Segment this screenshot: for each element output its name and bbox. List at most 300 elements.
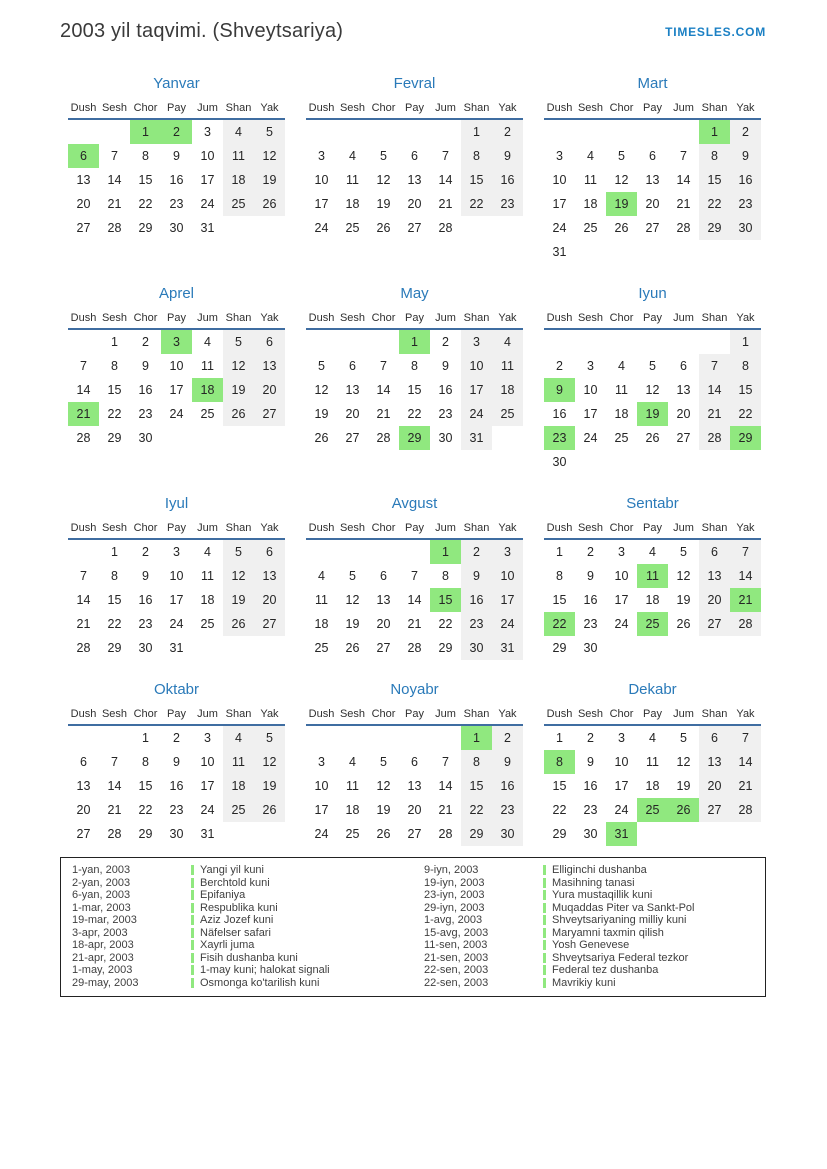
holiday-marker-bar: [191, 953, 194, 963]
legend-entry: [61, 914, 413, 927]
day-cell: 25: [345, 221, 360, 235]
empty-cell: [306, 330, 337, 354]
day-cell: 22: [438, 617, 453, 631]
day-cell: 7: [442, 755, 449, 769]
legend-entry-name: [543, 902, 694, 914]
weekday-label: Pay: [167, 708, 186, 720]
day-cell: 4: [587, 149, 594, 163]
day-cell: 16: [138, 383, 153, 397]
week-row: [306, 636, 523, 660]
day-cell: 3: [587, 359, 594, 373]
week-row: [306, 330, 523, 354]
holiday-marker-bar: [543, 928, 546, 938]
weekday-label: Chor: [371, 708, 396, 720]
week-row: [544, 636, 761, 660]
empty-cell: [68, 540, 99, 564]
legend-entry-name: [191, 964, 330, 976]
site-link[interactable]: TIMESLES.COM: [665, 25, 766, 39]
day-cell: 3: [161, 330, 192, 354]
weekday-label: Dush: [70, 312, 97, 324]
empty-cell: [637, 450, 668, 474]
day-cell: 18: [645, 593, 660, 607]
week-row: [68, 120, 285, 144]
legend-entry-date: 18-apr, 2003: [72, 939, 134, 952]
day-cell: 31: [169, 641, 184, 655]
legend-entry-label: Respublika kuni: [200, 901, 278, 914]
legend-entry-date: 2-yan, 2003: [72, 876, 131, 889]
weekday-label: Yak: [498, 312, 517, 324]
legend-entry-name: [191, 939, 254, 951]
weekday-label: Shan: [225, 312, 252, 324]
day-cell: 15: [430, 588, 461, 612]
weekday-label: Jum: [435, 312, 456, 324]
legend-entry: [61, 902, 413, 915]
month-title: Dekabr: [628, 681, 677, 698]
day-cell: 5: [680, 731, 687, 745]
empty-cell: [606, 450, 637, 474]
day-cell: 4: [223, 120, 254, 144]
weekday-label: Yak: [498, 102, 517, 114]
empty-cell: [699, 330, 730, 354]
day-cell: 10: [614, 569, 629, 583]
week-row: [544, 168, 761, 192]
day-cell: 29: [461, 822, 492, 846]
day-cell: 23: [138, 617, 153, 631]
holiday-marker-bar: [543, 890, 546, 900]
day-cell: 30: [461, 636, 492, 660]
day-cell: 15: [407, 383, 422, 397]
week-row: [306, 192, 523, 216]
month-may: [306, 285, 523, 450]
day-cell: 8: [461, 144, 492, 168]
day-cell: 15: [107, 593, 122, 607]
day-cell: 19: [223, 378, 254, 402]
day-cell: 1: [430, 540, 461, 564]
week-row: [544, 774, 761, 798]
day-cell: 31: [200, 221, 215, 235]
day-cell: 8: [111, 359, 118, 373]
day-cell: 2: [556, 359, 563, 373]
empty-cell: [223, 636, 254, 660]
day-cell: 3: [618, 731, 625, 745]
weekday-label: Jum: [435, 522, 456, 534]
weekday-label: Shan: [463, 522, 490, 534]
day-cell: 13: [254, 564, 285, 588]
weekday-label: Dush: [308, 102, 335, 114]
day-cell: 15: [552, 593, 567, 607]
legend-entry: [413, 864, 765, 877]
legend-entry: [413, 914, 765, 927]
day-cell: 10: [552, 173, 567, 187]
day-cell: 6: [649, 149, 656, 163]
day-cell: 21: [376, 407, 391, 421]
weekday-header-row: [68, 308, 285, 330]
day-cell: 27: [254, 612, 285, 636]
legend-entry: [61, 889, 413, 902]
day-cell: 15: [730, 378, 761, 402]
day-cell: 14: [438, 779, 453, 793]
month-title: Sentabr: [626, 495, 679, 512]
weekday-label: Sesh: [339, 312, 366, 324]
day-cell: 14: [76, 593, 91, 607]
week-row: [306, 798, 523, 822]
day-cell: 16: [492, 168, 523, 192]
day-cell: 17: [169, 593, 184, 607]
day-cell: 23: [492, 798, 523, 822]
empty-cell: [337, 120, 368, 144]
day-cell: 20: [76, 197, 91, 211]
weekday-label: Yak: [498, 522, 517, 534]
day-cell: 5: [223, 540, 254, 564]
legend-entry-label: Mavrikiy kuni: [552, 976, 616, 989]
day-cell: 8: [142, 755, 149, 769]
day-cell: 12: [376, 779, 391, 793]
day-cell: 25: [223, 192, 254, 216]
day-cell: 30: [169, 221, 184, 235]
day-cell: 29: [552, 827, 567, 841]
day-cell: 31: [461, 426, 492, 450]
day-cell: 9: [730, 144, 761, 168]
legend-entry-label: Berchtold kuni: [200, 876, 270, 889]
day-cell: 27: [376, 641, 391, 655]
day-cell: 18: [345, 197, 360, 211]
day-cell: 4: [649, 545, 656, 559]
empty-cell: [730, 240, 761, 264]
day-cell: 1: [142, 731, 149, 745]
day-cell: 8: [442, 569, 449, 583]
day-cell: 8: [142, 149, 149, 163]
day-cell: 30: [730, 216, 761, 240]
holiday-marker-bar: [543, 940, 546, 950]
weekday-label: Shan: [701, 312, 728, 324]
day-cell: 1: [730, 330, 761, 354]
weekday-label: Chor: [371, 522, 396, 534]
day-cell: 7: [80, 569, 87, 583]
day-cell: 28: [730, 612, 761, 636]
weekday-label: Chor: [609, 102, 634, 114]
day-cell: 21: [676, 197, 691, 211]
week-row: [544, 540, 761, 564]
weekday-label: Shan: [225, 522, 252, 534]
day-cell: 15: [461, 168, 492, 192]
day-cell: 26: [314, 431, 329, 445]
day-cell: 30: [438, 431, 453, 445]
week-row: [306, 750, 523, 774]
month-sentabr: [544, 495, 761, 660]
week-row: [68, 168, 285, 192]
day-cell: 15: [699, 168, 730, 192]
week-row: [68, 588, 285, 612]
day-cell: 24: [314, 827, 329, 841]
week-row: [306, 726, 523, 750]
legend-entry: [61, 952, 413, 965]
day-cell: 12: [376, 173, 391, 187]
legend-entry-date: 11-sen, 2003: [424, 939, 488, 952]
day-cell: 29: [552, 641, 567, 655]
legend-entry-date: 1-yan, 2003: [72, 864, 131, 877]
empty-cell: [699, 240, 730, 264]
weekday-label: Sesh: [101, 522, 128, 534]
day-cell: 23: [169, 803, 184, 817]
empty-cell: [668, 636, 699, 660]
legend-column-left: [61, 864, 413, 989]
day-cell: 5: [254, 120, 285, 144]
week-row: [544, 192, 761, 216]
day-cell: 4: [492, 330, 523, 354]
legend-entry-date: 3-apr, 2003: [72, 926, 128, 939]
weekday-label: Dush: [308, 312, 335, 324]
weekday-label: Sesh: [577, 708, 604, 720]
empty-cell: [699, 822, 730, 846]
day-cell: 6: [699, 726, 730, 750]
empty-cell: [668, 120, 699, 144]
day-cell: 6: [411, 755, 418, 769]
holiday-marker-bar: [191, 978, 194, 988]
weekday-label: Pay: [167, 522, 186, 534]
weekday-label: Chor: [609, 708, 634, 720]
holiday-marker-bar: [191, 903, 194, 913]
week-row: [68, 540, 285, 564]
weekday-header-row: [544, 308, 761, 330]
weekday-label: Jum: [197, 312, 218, 324]
day-cell: 30: [583, 827, 598, 841]
day-cell: 8: [111, 569, 118, 583]
day-cell: 17: [200, 779, 215, 793]
week-row: [544, 144, 761, 168]
week-row: [544, 216, 761, 240]
day-cell: 27: [76, 221, 91, 235]
day-cell: 7: [442, 149, 449, 163]
legend-entry-label: Shveytsariyaning milliy kuni: [552, 914, 687, 927]
legend-entry-label: 1-may kuni; halokat signali: [200, 964, 330, 977]
day-cell: 22: [138, 197, 153, 211]
empty-cell: [492, 216, 523, 240]
day-cell: 25: [200, 407, 215, 421]
day-cell: 20: [254, 378, 285, 402]
day-cell: 18: [223, 168, 254, 192]
week-row: [544, 378, 761, 402]
legend-entry: [413, 877, 765, 890]
empty-cell: [399, 120, 430, 144]
day-cell: 8: [461, 750, 492, 774]
empty-cell: [306, 120, 337, 144]
day-cell: 19: [254, 774, 285, 798]
weekday-label: Chor: [133, 312, 158, 324]
weekday-header-row: [68, 518, 285, 540]
day-cell: 13: [76, 779, 91, 793]
weekday-label: Yak: [260, 312, 279, 324]
day-cell: 21: [107, 197, 122, 211]
weekday-label: Sesh: [577, 102, 604, 114]
empty-cell: [99, 726, 130, 750]
day-cell: 7: [730, 726, 761, 750]
day-cell: 1: [399, 330, 430, 354]
day-cell: 9: [492, 144, 523, 168]
week-row: [544, 588, 761, 612]
day-cell: 2: [142, 545, 149, 559]
day-cell: 24: [169, 617, 184, 631]
day-cell: 7: [380, 359, 387, 373]
week-row: [68, 354, 285, 378]
day-cell: 27: [676, 431, 691, 445]
day-cell: 14: [730, 564, 761, 588]
day-cell: 27: [345, 431, 360, 445]
weekday-label: Shan: [463, 312, 490, 324]
empty-cell: [254, 426, 285, 450]
day-cell: 9: [587, 755, 594, 769]
day-cell: 3: [492, 540, 523, 564]
empty-cell: [430, 120, 461, 144]
day-cell: 10: [492, 564, 523, 588]
day-cell: 4: [618, 359, 625, 373]
day-cell: 29: [138, 221, 153, 235]
day-cell: 19: [676, 593, 691, 607]
empty-cell: [337, 330, 368, 354]
weekday-label: Shan: [701, 708, 728, 720]
month-title: Iyul: [164, 495, 189, 512]
day-cell: 11: [223, 144, 254, 168]
day-cell: 8: [411, 359, 418, 373]
day-cell: 6: [349, 359, 356, 373]
day-cell: 3: [173, 545, 180, 559]
weekday-label: Jum: [673, 708, 694, 720]
weekday-label: Chor: [371, 312, 396, 324]
day-cell: 18: [345, 803, 360, 817]
weekday-label: Dush: [70, 708, 97, 720]
day-cell: 5: [254, 726, 285, 750]
day-cell: 17: [461, 378, 492, 402]
weekday-label: Yak: [260, 102, 279, 114]
day-cell: 20: [645, 197, 660, 211]
month-title: Fevral: [393, 75, 436, 92]
day-cell: 24: [583, 431, 598, 445]
holiday-marker-bar: [543, 965, 546, 975]
empty-cell: [192, 636, 223, 660]
weekday-label: Pay: [167, 102, 186, 114]
day-cell: 30: [583, 641, 598, 655]
legend-entry: [413, 964, 765, 977]
day-cell: 30: [138, 641, 153, 655]
day-cell: 4: [349, 149, 356, 163]
day-cell: 5: [318, 359, 325, 373]
weekday-label: Yak: [260, 522, 279, 534]
weekday-label: Pay: [405, 708, 424, 720]
day-cell: 25: [345, 827, 360, 841]
day-cell: 22: [544, 612, 575, 636]
legend-entry-date: 1-may, 2003: [72, 964, 133, 977]
day-cell: 9: [173, 149, 180, 163]
day-cell: 28: [676, 221, 691, 235]
legend-entry-name: [191, 877, 270, 889]
day-cell: 17: [492, 588, 523, 612]
day-cell: 15: [138, 779, 153, 793]
day-cell: 1: [461, 120, 492, 144]
week-row: [306, 426, 523, 450]
empty-cell: [668, 330, 699, 354]
weekday-label: Pay: [643, 102, 662, 114]
weekday-label: Jum: [673, 102, 694, 114]
legend-entry-name: [191, 889, 245, 901]
legend-entry-name: [543, 939, 629, 951]
empty-cell: [223, 216, 254, 240]
weekday-label: Shan: [463, 102, 490, 114]
weekday-label: Sesh: [339, 522, 366, 534]
month-dekabr: [544, 681, 761, 846]
week-row: [68, 426, 285, 450]
month-title: May: [400, 285, 429, 302]
day-cell: 6: [254, 330, 285, 354]
weekday-header-row: [68, 98, 285, 120]
empty-cell: [192, 426, 223, 450]
day-cell: 5: [380, 755, 387, 769]
day-cell: 26: [614, 221, 629, 235]
legend-entry-label: Yura mustaqillik kuni: [552, 889, 653, 902]
day-cell: 7: [730, 540, 761, 564]
legend-entry: [61, 877, 413, 890]
holiday-marker-bar: [543, 978, 546, 988]
weekday-label: Dush: [546, 708, 573, 720]
holiday-marker-bar: [543, 878, 546, 888]
day-cell: 17: [314, 197, 329, 211]
legend-entry-label: Yangi yil kuni: [200, 864, 264, 877]
day-cell: 18: [200, 593, 215, 607]
empty-cell: [575, 330, 606, 354]
weekday-label: Sesh: [339, 102, 366, 114]
week-row: [306, 402, 523, 426]
holiday-marker-bar: [543, 953, 546, 963]
week-row: [68, 774, 285, 798]
holiday-legend: [60, 857, 766, 997]
day-cell: 22: [730, 402, 761, 426]
empty-cell: [368, 330, 399, 354]
weekday-label: Pay: [643, 522, 662, 534]
legend-entry: [61, 927, 413, 940]
weekday-label: Jum: [197, 708, 218, 720]
legend-entry-label: Aziz Jozef kuni: [200, 914, 274, 927]
week-row: [306, 144, 523, 168]
day-cell: 23: [492, 192, 523, 216]
day-cell: 16: [583, 593, 598, 607]
empty-cell: [223, 426, 254, 450]
empty-cell: [637, 330, 668, 354]
legend-entry-label: Masihning tanasi: [552, 876, 635, 889]
empty-cell: [223, 822, 254, 846]
day-cell: 7: [111, 149, 118, 163]
day-cell: 14: [699, 378, 730, 402]
week-row: [544, 564, 761, 588]
empty-cell: [730, 822, 761, 846]
day-cell: 21: [76, 617, 91, 631]
day-cell: 20: [254, 588, 285, 612]
day-cell: 23: [730, 192, 761, 216]
week-row: [544, 726, 761, 750]
day-cell: 12: [614, 173, 629, 187]
legend-entry: [61, 964, 413, 977]
day-cell: 31: [552, 245, 567, 259]
day-cell: 29: [138, 827, 153, 841]
day-cell: 16: [730, 168, 761, 192]
week-row: [306, 612, 523, 636]
legend-entry-date: 22-sen, 2003: [424, 976, 489, 989]
day-cell: 21: [438, 197, 453, 211]
day-cell: 11: [615, 383, 628, 397]
day-cell: 10: [200, 149, 215, 163]
day-cell: 16: [552, 407, 567, 421]
legend-entry: [61, 939, 413, 952]
day-cell: 25: [637, 612, 668, 636]
day-cell: 10: [200, 755, 215, 769]
legend-entry-name: [191, 952, 298, 964]
